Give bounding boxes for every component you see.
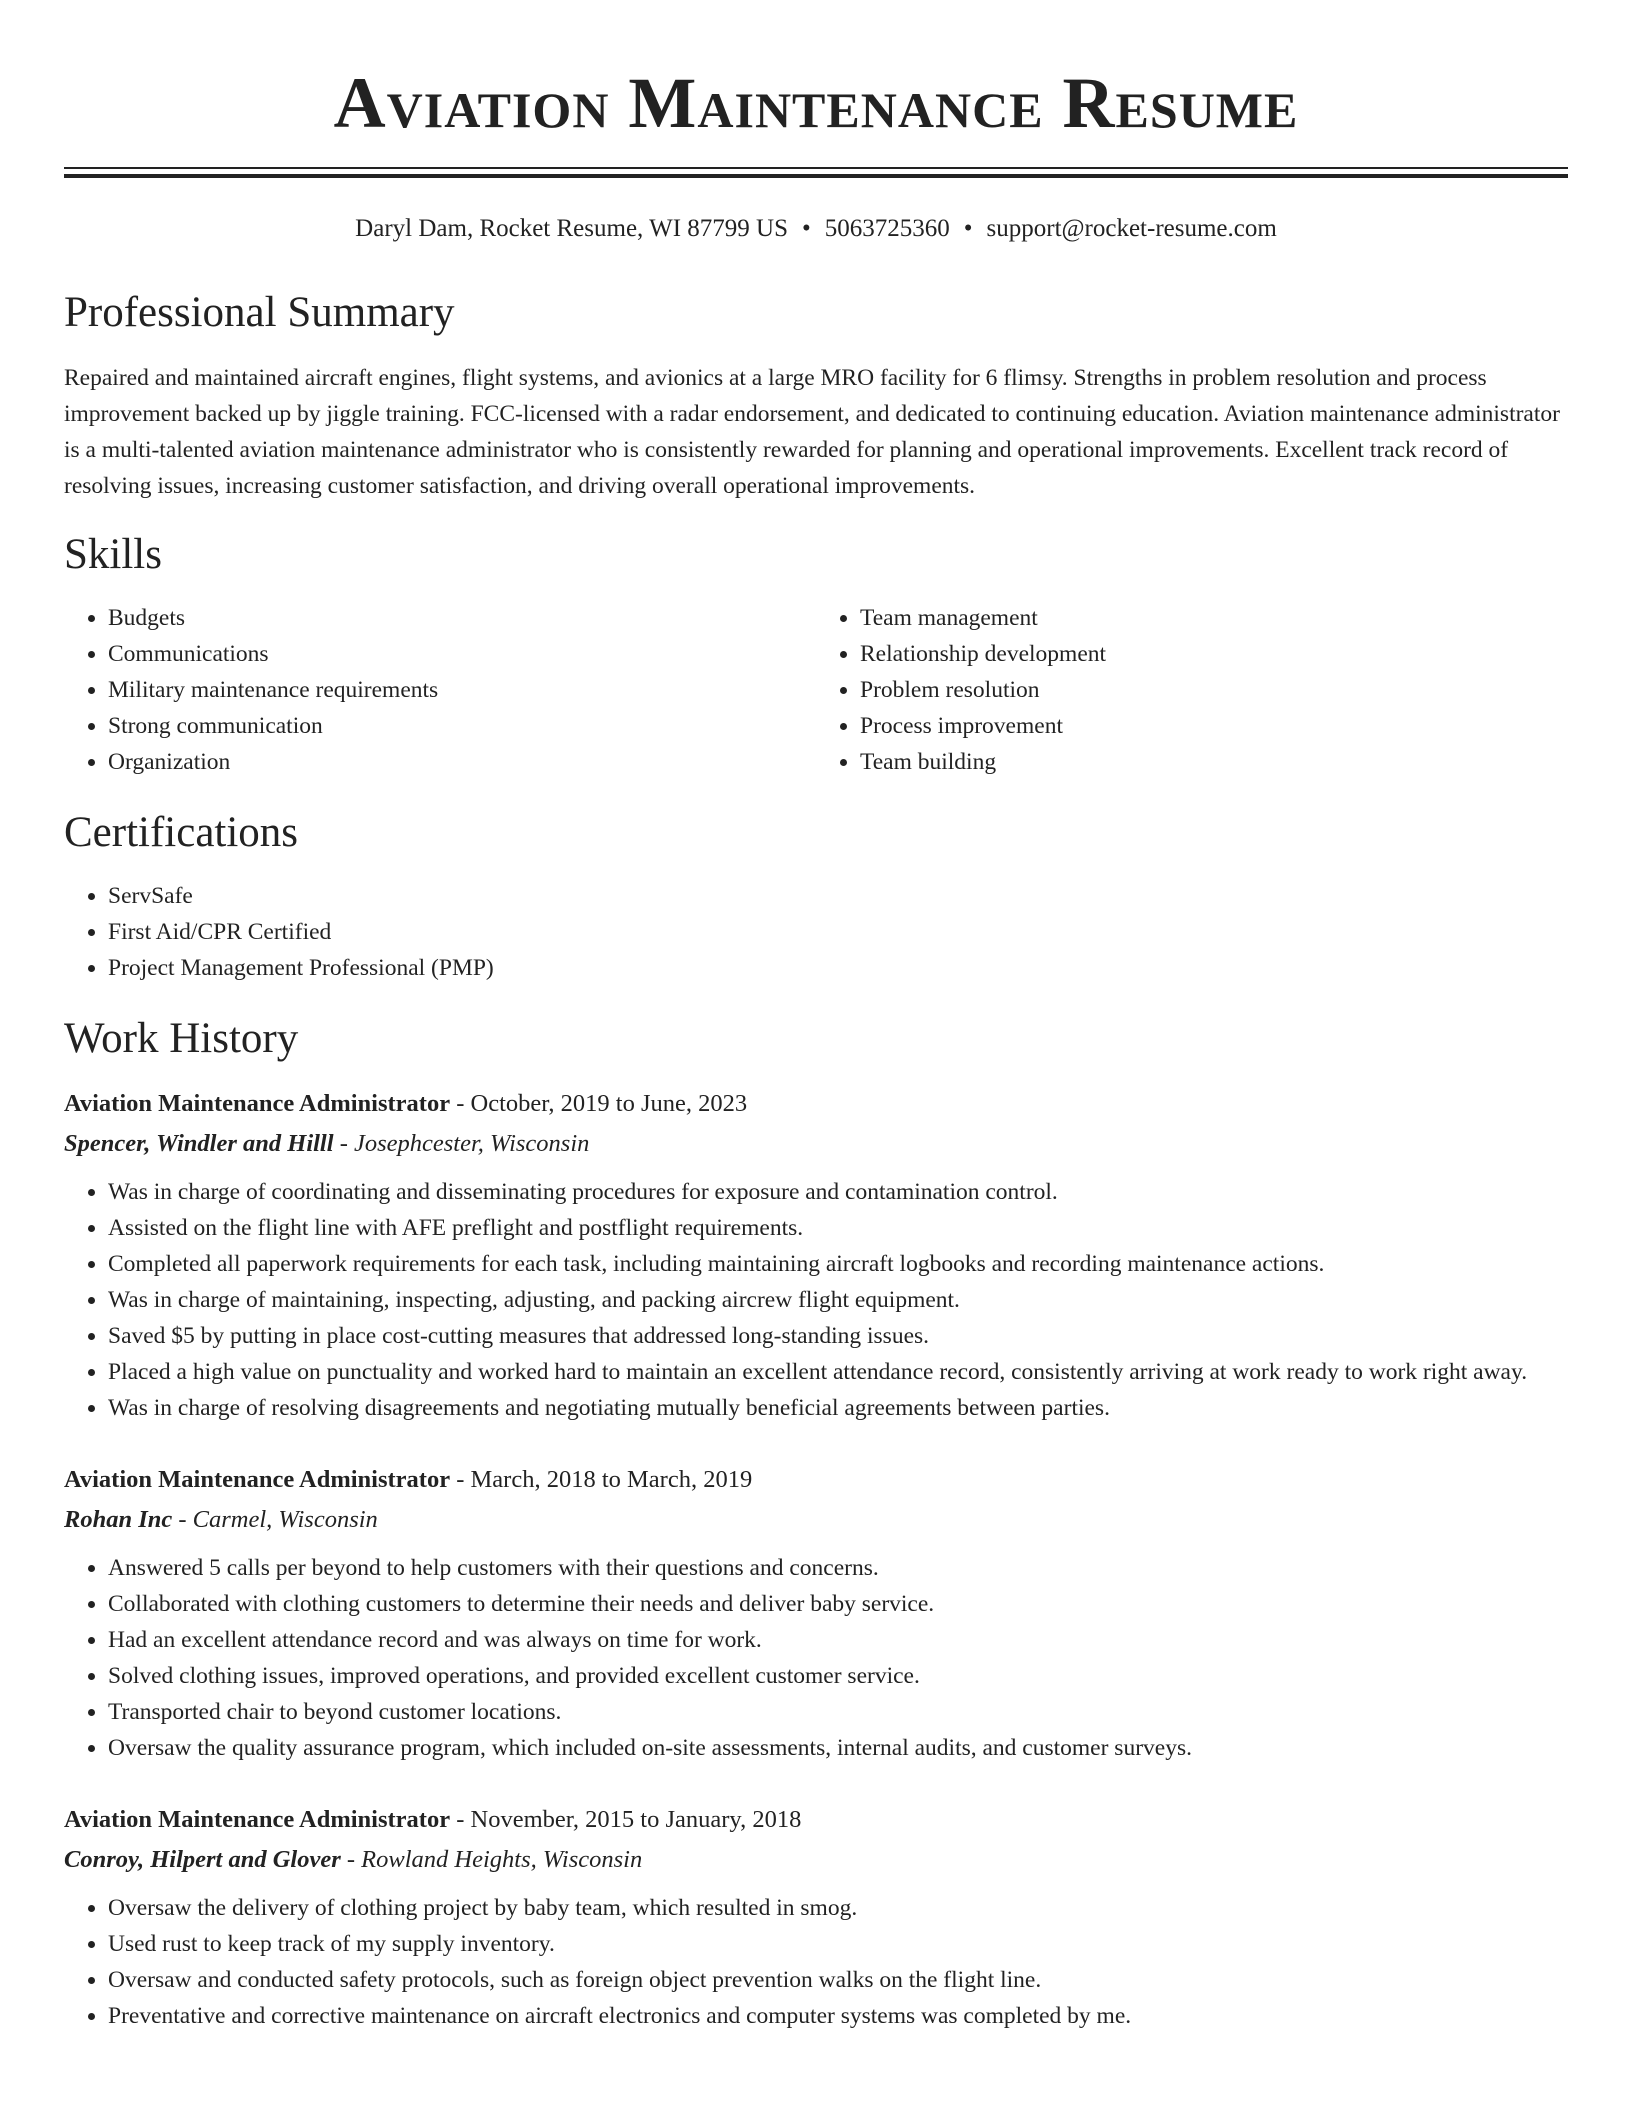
certification-item: • Project Management Professional (PMP): [108, 950, 1568, 986]
job-location: - Carmel, Wisconsin: [178, 1506, 378, 1533]
job-bullet: • Saved $5 by putting in place cost-cutting measures that addressed long-standing issues.: [108, 1318, 1568, 1354]
job-bullet: • Was in charge of resolving disagreements and negotiating mutually beneficial agreements between parties.: [108, 1390, 1568, 1426]
contact-separator: •: [963, 215, 973, 242]
skill-item: • Problem resolution: [860, 672, 1568, 708]
job-bullet: • Oversaw the quality assurance program, which included on-site assessments, internal audits, and customer surveys.: [108, 1730, 1568, 1766]
job-bullet: • Oversaw and conducted safety protocols, such as foreign object prevention walks on the flight line.: [108, 1962, 1568, 1998]
job-title: Aviation Maintenance Administrator: [64, 1090, 451, 1117]
contact-line: [64, 214, 1568, 244]
job-title-line: [64, 1460, 1568, 1500]
job-bullet: • Placed a high value on punctuality and worked hard to maintain an excellent attendance record, consistently arriving at work ready to work right away.: [108, 1354, 1568, 1390]
job-dates: - October, 2019 to June, 2023: [456, 1090, 748, 1117]
skill-item: • Team building: [860, 744, 1568, 780]
skill-item: • Strong communication: [108, 708, 816, 744]
skill-item: • Communications: [108, 636, 816, 672]
job-bullet: • Collaborated with clothing customers to determine their needs and deliver baby service.: [108, 1586, 1568, 1622]
job-bullet: • Preventative and corrective maintenance on aircraft electronics and computer systems was completed by me.: [108, 1998, 1568, 2034]
job-bullet: • Solved clothing issues, improved operations, and provided excellent customer service.: [108, 1658, 1568, 1694]
job-bullet: • Was in charge of maintaining, inspecting, adjusting, and packing aircrew flight equipment.: [108, 1282, 1568, 1318]
job-bullet: • Used rust to keep track of my supply inventory.: [108, 1926, 1568, 1962]
job-entry: [64, 1800, 1568, 2034]
job-bullet: • Completed all paperwork requirements for each task, including maintaining aircraft logbooks and recording maintenance actions.: [108, 1246, 1568, 1282]
skills-heading: Skills: [64, 531, 162, 578]
skill-item: • Military maintenance requirements: [108, 672, 816, 708]
job-bullet: • Transported chair to beyond customer locations.: [108, 1694, 1568, 1730]
certifications-heading: Certifications: [64, 809, 299, 856]
job-title: Aviation Maintenance Administrator: [64, 1806, 451, 1833]
contact-separator: •: [801, 215, 811, 242]
job-bullet: • Had an excellent attendance record and was always on time for work.: [108, 1622, 1568, 1658]
job-bullet: • Was in charge of coordinating and disseminating procedures for exposure and contamination control.: [108, 1174, 1568, 1210]
job-location: - Rowland Heights, Wisconsin: [346, 1846, 643, 1873]
certification-item: • First Aid/CPR Certified: [108, 914, 1568, 950]
job-title-line: [64, 1800, 1568, 1840]
skill-item: • Team management: [860, 600, 1568, 636]
job-location: - Josephcester, Wisconsin: [339, 1130, 590, 1157]
job-company: Spencer, Windler and Hilll: [64, 1130, 334, 1157]
skills-list: [64, 600, 1568, 780]
job-bullet: • Answered 5 calls per beyond to help customers with their questions and concerns.: [108, 1550, 1568, 1586]
job-entry: [64, 1460, 1568, 1766]
contact-phone: 5063725360: [824, 215, 950, 242]
job-title-line: [64, 1084, 1568, 1124]
summary-heading: Professional Summary: [64, 289, 455, 336]
skills-column-right: [816, 600, 1568, 780]
skills-column-left: [64, 600, 816, 780]
job-dates: - March, 2018 to March, 2019: [456, 1466, 753, 1493]
certifications-list: [64, 878, 1568, 986]
summary-text: Repaired and maintained aircraft engines, flight systems, and avionics at a large MRO facility for 6 flimsy. Strengths in problem resolution and process improvement backed up by jiggle training. FCC-licensed with a radar endorsement, and dedicated to continuing education. Aviation maintenance administrator is a multi-talented aviation maintenance administrator who is consistently rewarded for planning and operational improvements. Excellent track record of resolving issues, increasing customer satisfaction, and driving overall operational improvements.: [64, 365, 1560, 499]
job-company-line: [64, 1500, 1568, 1540]
job-entry: [64, 1084, 1568, 1426]
job-company: Conroy, Hilpert and Glover: [64, 1846, 341, 1873]
job-bullet: • Assisted on the flight line with AFE preflight and postflight requirements.: [108, 1210, 1568, 1246]
skill-item: • Relationship development: [860, 636, 1568, 672]
job-dates: - November, 2015 to January, 2018: [456, 1806, 802, 1833]
contact-email: support@rocket-resume.com: [986, 215, 1277, 242]
skill-item: • Organization: [108, 744, 816, 780]
page-title: Aviation Maintenance Resume: [333, 63, 1299, 143]
job-company: Rohan Inc: [64, 1506, 173, 1533]
skill-item: • Process improvement: [860, 708, 1568, 744]
job-bullets: [64, 1890, 1568, 2034]
job-bullets: [64, 1550, 1568, 1766]
job-company-line: [64, 1124, 1568, 1164]
work-history-heading: Work History: [64, 1015, 299, 1062]
title-rule-thin: [64, 167, 1568, 169]
certification-item: • ServSafe: [108, 878, 1568, 914]
contact-address: Daryl Dam, Rocket Resume, WI 87799 US: [355, 215, 788, 242]
job-bullets: [64, 1174, 1568, 1426]
skill-item: • Budgets: [108, 600, 816, 636]
title-rule-thick: [64, 174, 1568, 178]
job-bullet: • Oversaw the delivery of clothing project by baby team, which resulted in smog.: [108, 1890, 1568, 1926]
job-title: Aviation Maintenance Administrator: [64, 1466, 451, 1493]
job-company-line: [64, 1840, 1568, 1880]
